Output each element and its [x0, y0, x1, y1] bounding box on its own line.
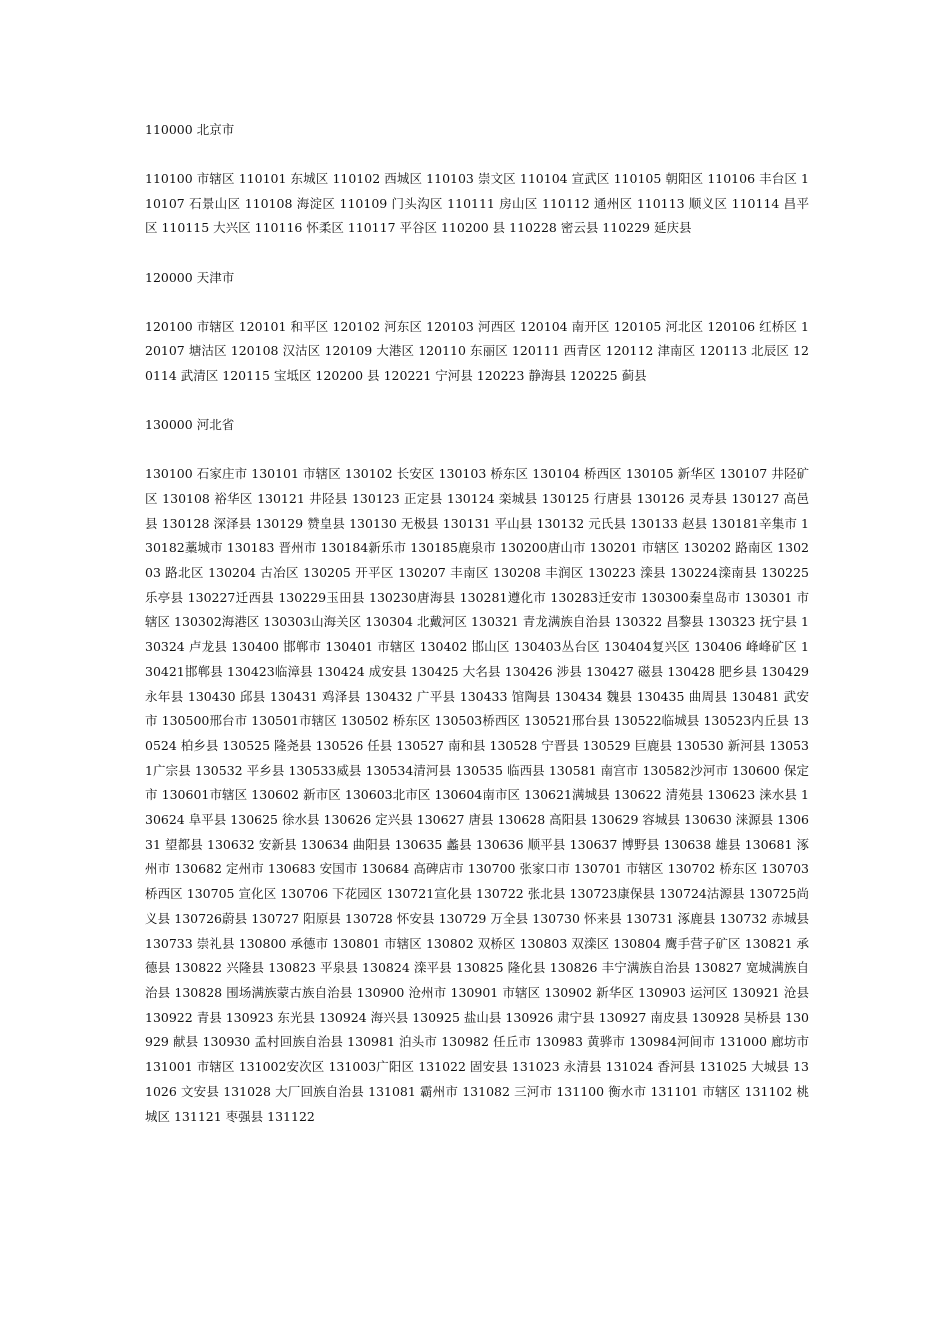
section-body-beijing: 110100 市辖区 110101 东城区 110102 西城区 110103 崇文区 110104 宣武区 110105 朝阳区 110106 丰台区 110107 石景山区 110108 海淀区 110109 门头沟区 110111 房山区 110112 通州区 110113 顺义区 110114 昌平区 110115 大兴区 110116 怀柔区 110117 平谷区 110200 县 110228 密云县 110229 延庆县 — [145, 171, 809, 236]
section-heading-tianjin: 120000 天津市 — [145, 269, 235, 285]
section-body-tianjin: 120100 市辖区 120101 和平区 120102 河东区 120103 河西区 120104 南开区 120105 河北区 120106 红桥区 120107 塘沽区 120108 汉沽区 120109 大港区 120110 东丽区 120111 西青区 120112 津南区 120113 北辰区 120114 武清区 120115 宝坻区 120200 县 120221 宁河县 120223 静海县 120225 蓟县 — [145, 318, 809, 384]
section-heading-hebei: 130000 河北省 — [145, 417, 235, 433]
section-heading-beijing: 110000 北京市 — [145, 122, 235, 137]
spacer — [145, 290, 809, 315]
document-page — [145, 118, 809, 1129]
spacer — [145, 438, 809, 463]
spacer — [145, 389, 809, 414]
spacer — [145, 143, 809, 168]
spacer — [145, 241, 809, 266]
section-body-hebei: 130100 石家庄市 130101 市辖区 130102 长安区 130103 桥东区 130104 桥西区 130105 新华区 130107 井陉矿区 130108 裕华区 130121 井陉县 130123 正定县 130124 栾城县 130125 行唐县 130126 灵寿县 130127 高邑县 130128 深泽县 130129 赞皇县 130130 无极县 130131 平山县 130132 元氏县 130133 赵县 130181辛集市 130182藁城市 130183 晋州市 130184新乐市 130185鹿泉市 130200唐山市 130201 市辖区 130202 路南区 130203 路北区 130204 古冶区 130205 开平区 130207 丰南区 130208 丰润区 130223 滦县 130224滦南县 130225 乐亭县 130227迁西县 130229玉田县 130230唐海县 130281遵化市 130283迁安市 130300秦皇岛市 130301 市辖区 130302海港区 130303山海关区 130304 北戴河区 130321 青龙满族自治县 130322 昌黎县 130323 抚宁县 130324 卢龙县 130400 邯郸市 130401 市辖区 130402 邯山区 130403丛台区 130404复兴区 130406 峰峰矿区 130421邯郸县 130423临漳县 130424 成安县 130425 大名县 130426 涉县 130427 磁县 130428 肥乡县 130429 永年县 130430 邱县 130431 鸡泽县 130432 广平县 130433 馆陶县 130434 魏县 130435 曲周县 130481 武安市 130500邢台市 130501市辖区 130502 桥东区 130503桥西区 130521邢台县 130522临城县 130523内丘县 130524 柏乡县 130525 隆尧县 130526 任县 130527 南和县 130528 宁晋县 130529 巨鹿县 130530 新河县 130531广宗县 130532 平乡县 130533威县 130534清河县 130535 临西县 130581 南宫市 130582沙河市 130600 保定市 130601市辖区 130602 新市区 130603北市区 130604南市区 130621满城县 130622 清苑县 130623 涞水县 130624 阜平县 130625 徐水县 130626 定兴县 130627 唐县 130628 高阳县 130629 容城县 130630 涞源县 130631 望都县 130632 安新县 130634 曲阳县 130635 蠡县 130636 顺平县 130637 博野县 130638 雄县 130681 涿州市 130682 定州市 130683 安国市 130684 高碑店市 130700 张家口市 130701 市辖区 130702 桥东区 130703 桥西区 130705 宣化区 130706 下花园区 130721宣化县 130722 张北县 130723康保县 130724沽源县 130725尚义县 130726蔚县 130727 阳原县 130728 怀安县 130729 万全县 130730 怀来县 130731 涿鹿县 130732 赤城县 130733 崇礼县 130800 承德市 130801 市辖区 130802 双桥区 130803 双滦区 130804 鹰手营子矿区 130821 承德县 130822 兴隆县 130823 平泉县 130824 滦平县 130825 隆化县 130826 丰宁满族自治县 130827 宽城满族自治县 130828 围场满族蒙古族自治县 130900 沧州市 130901 市辖区 130902 新华区 130903 运河区 130921 沧县 130922 青县 130923 东光县 130924 海兴县 130925 盐山县 130926 肃宁县 130927 南皮县 130928 吴桥县 130929 献县 130930 孟村回族自治县 130981 泊头市 130982 任丘市 130983 黄骅市 130984河间市 131000 廊坊市 131001 市辖区 131002安次区 131003广阳区 131022 固安县 131023 永清县 131024 香河县 131025 大城县 131026 文安县 131028 大厂回族自治县 131081 霸州市 131082 三河市 131100 衡水市 131101 市辖区 131102 桃城区 131121 枣强县 131122 — [145, 466, 809, 1124]
